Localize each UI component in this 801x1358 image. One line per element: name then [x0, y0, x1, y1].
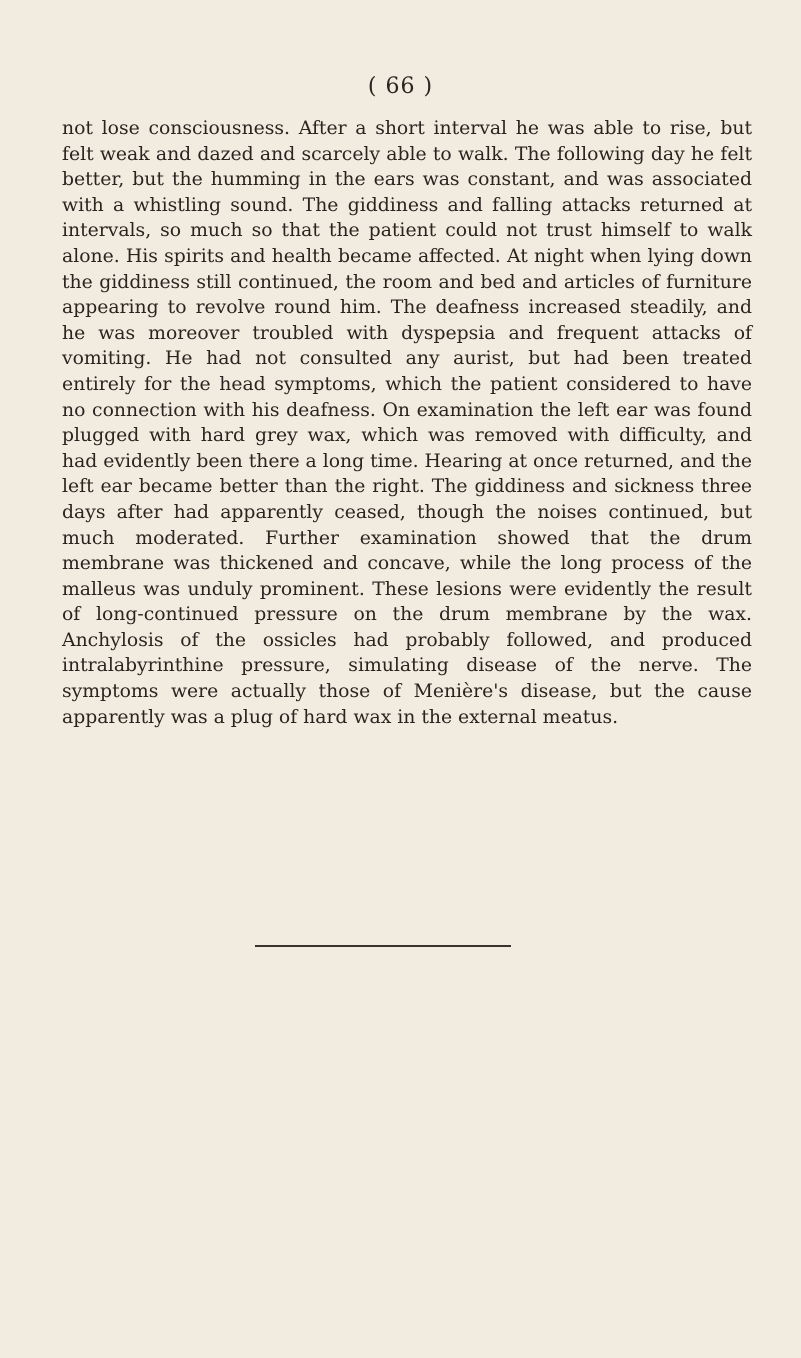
section-end-rule — [255, 945, 511, 947]
body-paragraph: not lose consciousness. After a short interval he was able to rise, but felt weak and dazed and scarcely able to walk. The following day he felt better, but the humming in the ears was constant, and was associated with a whistling sound. The giddiness and falling attacks returned at intervals, so much so that the patient could not trust himself to walk alone. His spirits and health became affected. At night when lying down the giddiness still continued, the room and bed and articles of furniture appearing to revolve round him. The deafness increased steadily, and he was moreover troubled with dyspepsia and frequent attacks of vomiting. He had not consulted any aurist, but had been treated entirely for the head symptoms, which the patient considered to have no connection with his deafness. On examination the left ear was found plugged with hard grey wax, which was removed with difficulty, and had evidently been there a long time. Hearing at once returned, and the left ear became better than the right. The giddiness and sickness three days after had apparently ceased, though the noises continued, but much moderated. Further examination showed that the drum membrane was thickened and concave, while the long process of the malleus was unduly prominent. These lesions were evidently the result of long-continued pressure on the drum membrane by the wax. Anchylosis of the ossicles had probably followed, and produced intralabyrinthine pressure, simulating disease of the nerve. The symptoms were actually those of Menière's disease, but the cause apparently was a plug of hard wax in the external meatus. — [62, 118, 752, 728]
page-number: ( 66 ) — [367, 74, 434, 99]
